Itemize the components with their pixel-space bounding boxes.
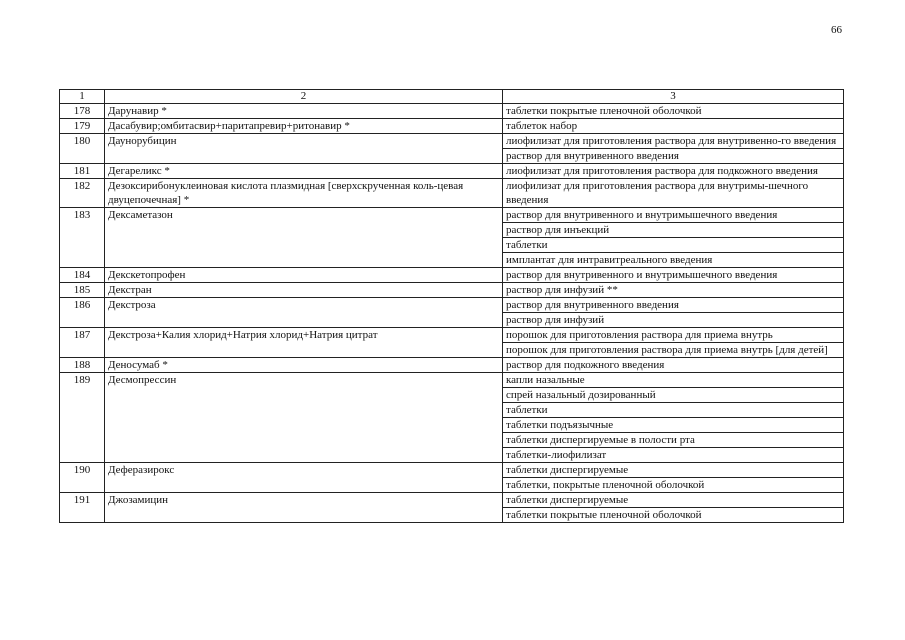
table-row: [60, 119, 844, 134]
dosage-form: порошок для приготовления раствора для приема внутрь [для детей]: [503, 343, 844, 358]
table-row: [60, 134, 844, 149]
drug-name: Декскетопрофен: [105, 268, 503, 283]
dosage-form: раствор для внутривенного и внутримышечного введения: [503, 208, 844, 223]
table-row: [60, 164, 844, 179]
dosage-form: лиофилизат для приготовления раствора для внутримы-шечного введения: [503, 179, 844, 208]
dosage-form: раствор для инъекций: [503, 223, 844, 238]
drug-name: Дегареликс *: [105, 164, 503, 179]
drug-name: Деносумаб *: [105, 358, 503, 373]
dosage-form: капли назальные: [503, 373, 844, 388]
column-header-1: 1: [60, 90, 105, 104]
dosage-form: спрей назальный дозированный: [503, 388, 844, 403]
drug-number: 182: [60, 179, 105, 208]
drug-table: [59, 89, 844, 523]
table-row: [60, 358, 844, 373]
table-row: [60, 298, 844, 313]
table-header-row: [60, 90, 844, 104]
table-body: [60, 104, 844, 523]
page-number: 66: [831, 24, 842, 36]
drug-name: Десмопрессин: [105, 373, 503, 463]
drug-name: Дасабувир;омбитасвир+паритапревир+ритонавир *: [105, 119, 503, 134]
drug-name: Даунорубицин: [105, 134, 503, 164]
table-row: [60, 493, 844, 508]
dosage-form: имплантат для интравитреального введения: [503, 253, 844, 268]
drug-name: Декстроза+Калия хлорид+Натрия хлорид+Натрия цитрат: [105, 328, 503, 358]
drug-name: Декстран: [105, 283, 503, 298]
drug-number: 191: [60, 493, 105, 523]
drug-name: Дарунавир *: [105, 104, 503, 119]
drug-number: 179: [60, 119, 105, 134]
dosage-form: таблетки, покрытые пленочной оболочкой: [503, 478, 844, 493]
dosage-form: раствор для внутривенного и внутримышечного введения: [503, 268, 844, 283]
drug-name: Джозамицин: [105, 493, 503, 523]
dosage-form: лиофилизат для приготовления раствора для подкожного введения: [503, 164, 844, 179]
dosage-form: лиофилизат для приготовления раствора для внутривенно-го введения: [503, 134, 844, 149]
drug-number: 186: [60, 298, 105, 328]
dosage-form: таблетки-лиофилизат: [503, 448, 844, 463]
dosage-form: таблетки: [503, 238, 844, 253]
drug-name: Деферазирокс: [105, 463, 503, 493]
dosage-form: таблетки: [503, 403, 844, 418]
dosage-form: таблетки покрытые пленочной оболочкой: [503, 508, 844, 523]
dosage-form: раствор для инфузий **: [503, 283, 844, 298]
drug-number: 181: [60, 164, 105, 179]
dosage-form: таблетки покрытые пленочной оболочкой: [503, 104, 844, 119]
table-row: [60, 104, 844, 119]
drug-number: 178: [60, 104, 105, 119]
drug-name: Декстроза: [105, 298, 503, 328]
drug-number: 190: [60, 463, 105, 493]
table-row: [60, 208, 844, 223]
dosage-form: раствор для внутривенного введения: [503, 298, 844, 313]
dosage-form: таблетки диспергируемые: [503, 493, 844, 508]
drug-number: 185: [60, 283, 105, 298]
table-row: [60, 463, 844, 478]
table-row: [60, 373, 844, 388]
drug-number: 188: [60, 358, 105, 373]
dosage-form: раствор для подкожного введения: [503, 358, 844, 373]
drug-number: 184: [60, 268, 105, 283]
column-header-2: 2: [105, 90, 503, 104]
dosage-form: таблетки подъязычные: [503, 418, 844, 433]
drug-number: 187: [60, 328, 105, 358]
drug-name: Дексаметазон: [105, 208, 503, 268]
drug-number: 189: [60, 373, 105, 463]
column-header-3: 3: [503, 90, 844, 104]
table-row: [60, 328, 844, 343]
drug-name: Дезоксирибонуклеиновая кислота плазмидная [сверхскрученная коль-цевая двуцепочечная] *: [105, 179, 503, 208]
table-row: [60, 283, 844, 298]
dosage-form: таблетки диспергируемые в полости рта: [503, 433, 844, 448]
table-row: [60, 179, 844, 208]
dosage-form: раствор для инфузий: [503, 313, 844, 328]
table-row: [60, 268, 844, 283]
dosage-form: таблеток набор: [503, 119, 844, 134]
drug-number: 180: [60, 134, 105, 164]
dosage-form: таблетки диспергируемые: [503, 463, 844, 478]
dosage-form: раствор для внутривенного введения: [503, 149, 844, 164]
drug-number: 183: [60, 208, 105, 268]
dosage-form: порошок для приготовления раствора для приема внутрь: [503, 328, 844, 343]
